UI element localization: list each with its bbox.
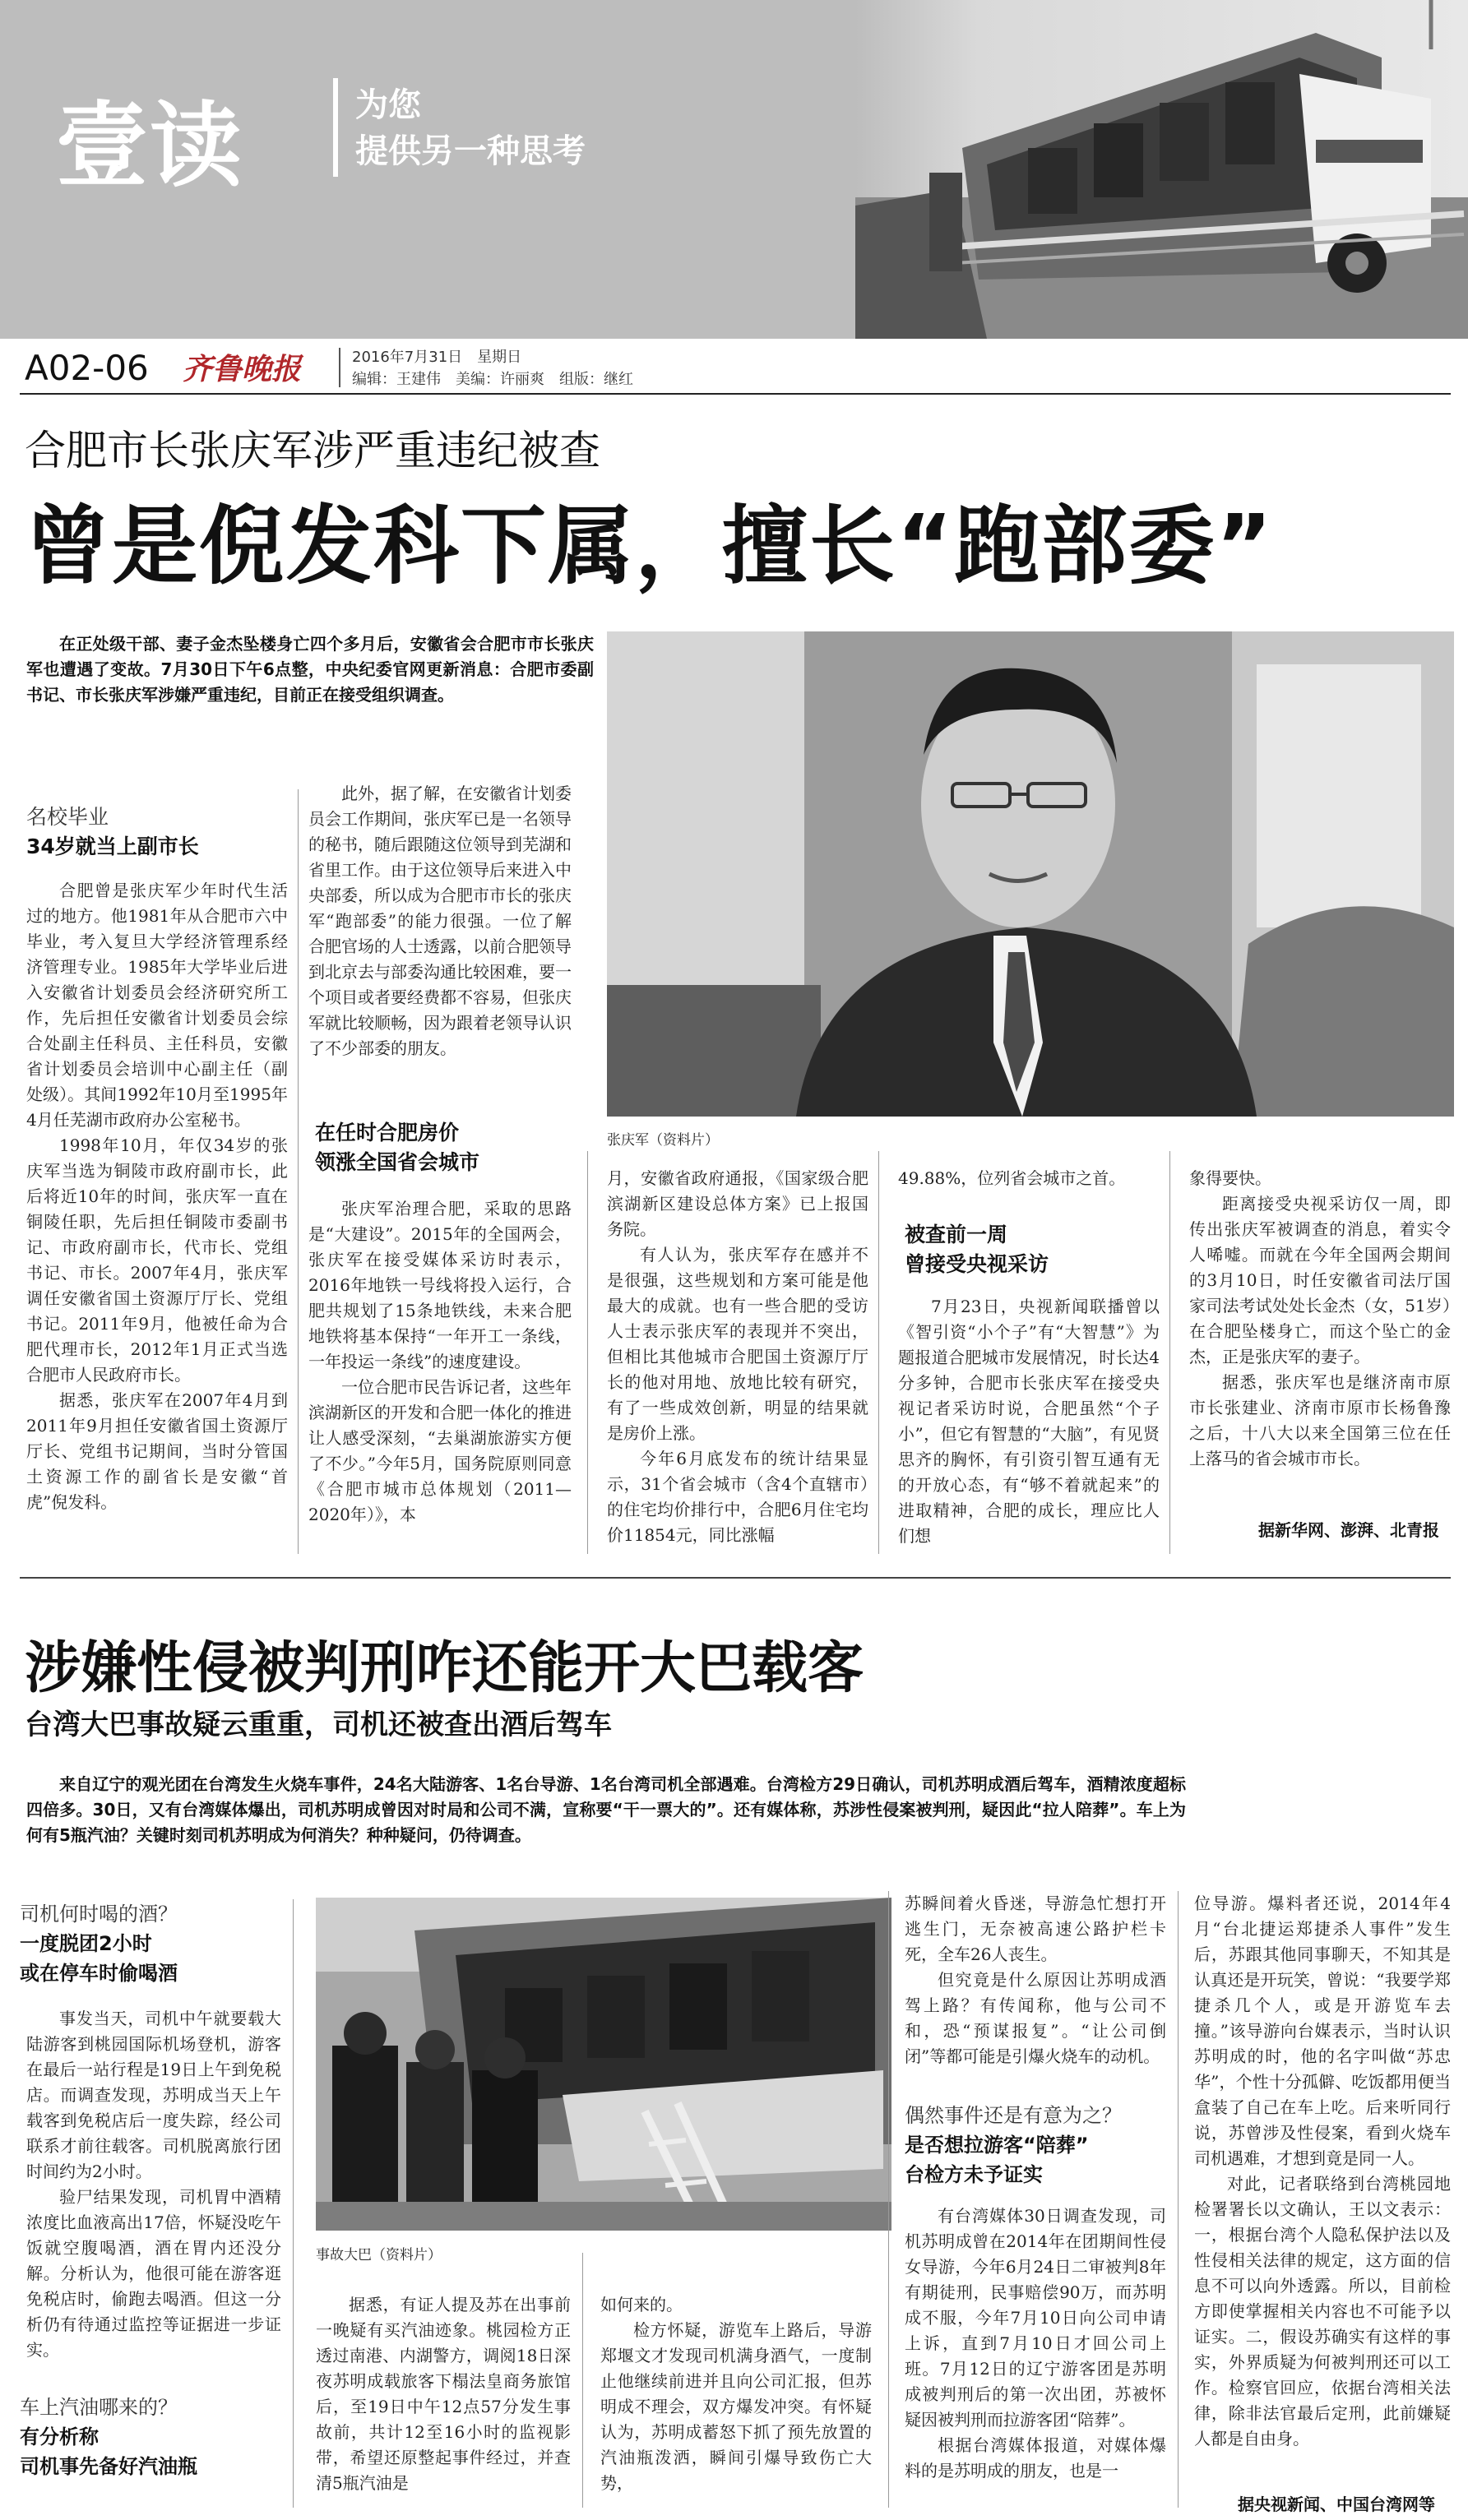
paragraph: 有人认为，张庆军存在感并不是很强，这些规划和方案可能是他最大的成就。也有一些合肥的受访人士表示张庆军的表现并不突出，但相比其他城市合肥国土资源厅厅长的他对用地、放地比较有研究，有了一些成效创新，明显的结果就是房价上涨。: [607, 1245, 868, 1443]
article2-subhead-1: [20, 1899, 283, 1988]
article2-lead: 来自辽宁的观光团在台湾发生火烧车事件，24名大陆游客、1名台导游、1名台湾司机全部遇难。台湾检方29日确认，司机苏明成酒后驾车，酒精浓度超标四倍多。30日，又有台湾媒体爆出，司机苏明成曾因对时局和公司不满，宣称要“干一票大的”。还有媒体称，苏涉性侵案被判刑，疑因此“拉人陪葬”。车上为何有5瓶汽油？关键时刻司机苏明成为何消失？种种疑问，仍待调查。: [26, 1774, 1186, 1845]
subhead-line: 一度脱团2小时: [20, 1932, 152, 1955]
page-code: A02-06: [25, 348, 149, 388]
paragraph: 张庆军治理合肥，采取的思路是“大建设”。2015年的全国两会，张庆军在接受媒体采访时表示，2016年地铁一号线将投入运行，合肥共规划了15条地铁线，未来合肥地铁将基本保持“一年开工一条线，一年投运一条线”的速度建设。: [308, 1199, 572, 1371]
subhead-line: 台检方未予证实: [905, 2163, 1043, 2186]
column-divider: [587, 1151, 588, 1554]
paragraph: 对此，记者联络到台湾桃园地检署署长以文确认，王以文表示：一，根据台湾个人隐私保护法以及性侵相关法律的规定，这方面的信息不可以向外透露。所以，目前检方即使掌握相关内容也不可能予以证实。二，假设苏确实有这样的事实，外界质疑为何被判刑还可以工作。检察官回应，依据台湾相关法律，除非法官最后定刑，此前嫌疑人都是自由身。: [1194, 2174, 1451, 2448]
article1-lead: 在正处级干部、妻子金杰坠楼身亡四个多月后，安徽省会合肥市市长张庆军也遭遇了变故。7月30日下午6点整，中央纪委官网更新消息：合肥市委副书记、市长张庆军涉嫌严重违纪，目前正在接受组织调查。: [26, 634, 594, 705]
paragraph: 象得要快。: [1189, 1168, 1271, 1188]
article1-kicker: 合肥市长张庆军涉严重违纪被查: [25, 427, 600, 474]
column-divider: [298, 789, 299, 1554]
portrait-caption: 张庆军（资料片）: [607, 1132, 719, 1149]
paragraph: 7月23日，央视新闻联播曾以《智引资“小个子”有“大智慧”》为题报道合肥城市发展情况，时长达4分多钟，合肥市长张庆军在接受央视记者采访时说，合肥虽然“个子小”，但它有智慧的“大脑”，有见贤思齐的胸怀，有引资引智互通有无的开放心态，有“够不着就起来”的进取精神，合肥的成长，理应比人们想: [898, 1297, 1160, 1546]
paragraph: 合肥曾是张庆军少年时代生活过的地方。他1981年从合肥市六中毕业，考入复旦大学经济管理系经济管理专业。1985年大学毕业后进入安徽省计划委员会经济研究所工作，先后担任安徽省计划委员会综合处副主任科员、主任科员，安徽省计划委员会培训中心副主任（副处级）。其间1992年10月至1995年4月任芜湖市政府办公室秘书。: [26, 881, 288, 1130]
paragraph: 据悉，张庆军在2007年4月到2011年9月担任安徽省国土资源厅厅长、党组书记期间，当时分管国土资源工作的副省长是安徽“首虎”倪发科。: [26, 1390, 288, 1512]
column-divider: [1169, 1151, 1170, 1554]
subhead-line: 被查前一周: [905, 1223, 1008, 1246]
bus-photo-caption: 事故大巴（资料片）: [316, 2247, 442, 2263]
article1-column-5: [1189, 1166, 1451, 1472]
subhead-line: 或在停车时偷喝酒: [20, 1962, 178, 1985]
meta-divider: [339, 348, 340, 387]
header-rule: [20, 393, 1451, 395]
paragraph: 今年6月底发布的统计结果显示，31个省会城市（含4个直辖市）的住宅均价排行中，合肥6月住宅均价11854元，同比涨幅: [607, 1449, 868, 1545]
column-divider: [1178, 1891, 1179, 2508]
article2-column-2: [316, 2292, 571, 2496]
article1-column-1: [26, 878, 288, 1515]
subhead-line: 领涨全国省会城市: [315, 1150, 480, 1174]
subhead-line: 在任时合肥房价: [315, 1121, 460, 1144]
column-divider: [888, 1891, 889, 2508]
paragraph: 一位合肥市民告诉记者，这些年滨湖新区的开发和合肥一体化的推进让人感受深刻，“去巢湖旅游实方便了不少。”今年5月，国务院原则同意《合肥市城市总体规划（2011—2020年）》，本: [308, 1377, 572, 1524]
article1-column-4b: [898, 1294, 1160, 1549]
article1-headline: 曾是倪发科下属，擅长“跑部委”: [25, 496, 1274, 596]
article1-subhead-3: [905, 1220, 1166, 1279]
paragraph: 验尸结果发现，司机胃中酒精浓度比血液高出17倍，怀疑没吃午饭就空腹喝酒，酒在胃内还没分解。分析认为，他很可能在游客逛免税店时，偷跑去喝酒。但这一分析仍有待通过监控等证据进一步证实。: [26, 2187, 281, 2360]
paragraph: 苏瞬间着火昏迷，导游急忙想打开逃生门，无奈被高速公路护栏卡死，全车26人丧生。: [905, 1893, 1166, 1964]
paragraph: 但究竟是什么原因让苏明成酒驾上路？有传闻称，他与公司不和，恐“预谋报复”。“让公司倒闭”等都可能是引爆火烧车的动机。: [905, 1970, 1166, 2066]
slogan-line1: 为您: [355, 86, 421, 124]
bus-accident-photo: [316, 1898, 891, 2231]
article1-column-3: [607, 1166, 868, 1548]
section-rule: [20, 1577, 1451, 1579]
article2-kicker: 台湾大巴事故疑云重重，司机还被查出酒后驾车: [25, 1709, 612, 1741]
subhead-line: 司机事先备好汽油瓶: [20, 2455, 197, 2478]
article2-column-4b: [905, 2203, 1166, 2484]
article2-column-5: [1194, 1891, 1451, 2452]
article1-subhead-2: [315, 1118, 578, 1177]
brand-divider: [333, 78, 338, 177]
portrait-photo: [607, 631, 1454, 1117]
slogan-line2: 提供另一种思考: [355, 132, 586, 170]
subhead-line: 是否想拉游客“陪葬”: [905, 2134, 1089, 2157]
column-divider: [582, 2253, 583, 2508]
subhead-kicker: 车上汽油哪来的？: [20, 2396, 178, 2419]
paragraph: 距离接受央视采访仅一周，即传出张庆军被调查的消息，着实令人唏嘘。而就在今年全国两会期间的3月10日，时任安徽省司法厅国家司法考试处处长金杰（女，51岁）在合肥坠楼身亡，而这个坠亡的金杰，正是张庆军的妻子。: [1189, 1194, 1451, 1366]
article2-subhead-2: [20, 2393, 283, 2481]
staff-credits: 编辑：王建伟 美编：许丽爽 组版：继红: [352, 371, 633, 388]
header-bus-wreck-photo: [855, 0, 1468, 339]
subhead-kicker: 偶然事件还是有意为之？: [905, 2104, 1122, 2127]
article1-source: 据新华网、澎湃、北青报: [1258, 1520, 1439, 1540]
subhead-line: 曾接受央视采访: [905, 1252, 1049, 1276]
paragraph: 有台湾媒体30日调查发现，司机苏明成曾在2014年在团期间性侵女导游，今年6月24日二审被判8年有期徒刑，民事赔偿90万，而苏明成不服，今年7月10日向公司申请上诉，直到7月10日才回公司上班。7月12日的辽宁游客团是苏明成被判刑后的第一次出团，苏被怀疑因被判刑而拉游客团“陪葬”。: [905, 2206, 1166, 2430]
article1-column-4a: 49.88%，位列省会城市之首。: [898, 1168, 1126, 1188]
paragraph: 事发当天，司机中午就要载大陆游客到桃园国际机场登机，游客在最后一站行程是19日上午到免税店。而调查发现，苏明成当天上午载客到免税店后一度失踪，经公司联系才前往载客。司机脱离旅行团时间约为2小时。: [26, 2009, 281, 2181]
subhead-kicker: 司机何时喝的酒？: [20, 1903, 178, 1926]
article1-column-2a: [308, 781, 572, 1061]
article2-headline: 涉嫌性侵被判刑咋还能开大巴载客: [25, 1636, 864, 1701]
paper-name: 齐鲁晚报: [183, 352, 302, 386]
paragraph: 检方怀疑，游览车上路后，导游郑堰文才发现司机满身酒气，一度制止他继续前进并且向公司汇报，但苏明成不理会，双方爆发冲突。有怀疑认为，苏明成蓄怒下抓了预先放置的汽油瓶泼洒，瞬间引爆导致伤亡大势，: [600, 2320, 872, 2493]
article2-source: 据央视新闻、中国台湾网等: [1238, 2495, 1435, 2514]
subhead-line: 有分析称: [20, 2425, 99, 2448]
issue-date: 2016年7月31日 星期日: [352, 349, 522, 366]
article2-column-1a: [26, 2006, 281, 2363]
paragraph: 据悉，有证人提及苏在出事前一晚疑有买汽油迹象。桃园检方正透过南港、内湖警方，调阅18日深夜苏明成载旅客下榻法皇商务旅馆后，至19日中午12点57分发生事故前，共计12至16小时的监视影带，希望还原整起事件经过，并查清5瓶汽油是: [316, 2295, 571, 2493]
brand-logo: 壹读: [56, 93, 243, 200]
article2-column-3: [600, 2292, 872, 2496]
column-divider: [293, 1899, 294, 2508]
paragraph: 1998年10月，年仅34岁的张庆军当选为铜陵市政府副市长，此后将近10年的时间，张庆军一直在铜陵任职，先后担任铜陵市委副书记、市政府副市长，代市长、党组书记、市长。2007年4月，张庆军调任安徽省国土资源厅厅长、党组书记。2011年9月，他被任命为合肥代理市长，2012年1月正式当选合肥市人民政府市长。: [26, 1135, 288, 1385]
paragraph: 月，安徽省政府通报，《国家级合肥滨湖新区建设总体方案》已上报国务院。: [607, 1168, 868, 1239]
paragraph: 位导游。爆料者还说，2014年4月“台北捷运郑捷杀人事件”发生后，苏跟其他同事聊天，不知其是认真还是开玩笑，曾说：“我要学郑捷杀几个人，或是开游览车去撞。”该导游向台媒表示，当时认识苏明成的时，他的名字叫做“苏忠华”，个性十分孤僻、吃饭都用便当盒装了自己在车上吃。后来听同行说，苏曾涉及性侵案，看到火烧车司机遇难，才想到竟是同一人。: [1194, 1893, 1451, 2168]
paragraph: 据悉，张庆军也是继济南市原市长张建业、济南市原市长杨鲁豫之后，十八大以来全国第三位在任上落马的省会城市市长。: [1189, 1372, 1451, 1468]
masthead: [0, 0, 1468, 339]
column-divider: [878, 1151, 879, 1554]
article1-column-2b: [308, 1196, 572, 1528]
paragraph: 此外，据了解，在安徽省计划委员会工作期间，张庆军已是一名领导的秘书，随后跟随这位领导到芜湖和省里工作。由于这位领导后来进入中央部委，所以成为合肥市市长的张庆军“跑部委”的能力很强。一位了解合肥官场的人士透露，以前合肥领导到北京去与部委沟通比较困难，要一个项目或者要经费都不容易，但张庆军就比较顺畅，因为跟着老领导认识了不少部委的朋友。: [308, 784, 572, 1058]
subhead-line: 34岁就当上副市长: [26, 835, 199, 858]
article2-subhead-3: [905, 2101, 1166, 2189]
article1-subhead-1: [26, 802, 289, 862]
paragraph: 根据台湾媒体报道，对媒体爆料的是苏明成的朋友，也是一: [905, 2435, 1166, 2481]
article2-column-4a: [905, 1891, 1166, 2069]
subhead-line: 名校毕业: [26, 805, 109, 829]
paragraph: 如何来的。: [600, 2295, 683, 2314]
